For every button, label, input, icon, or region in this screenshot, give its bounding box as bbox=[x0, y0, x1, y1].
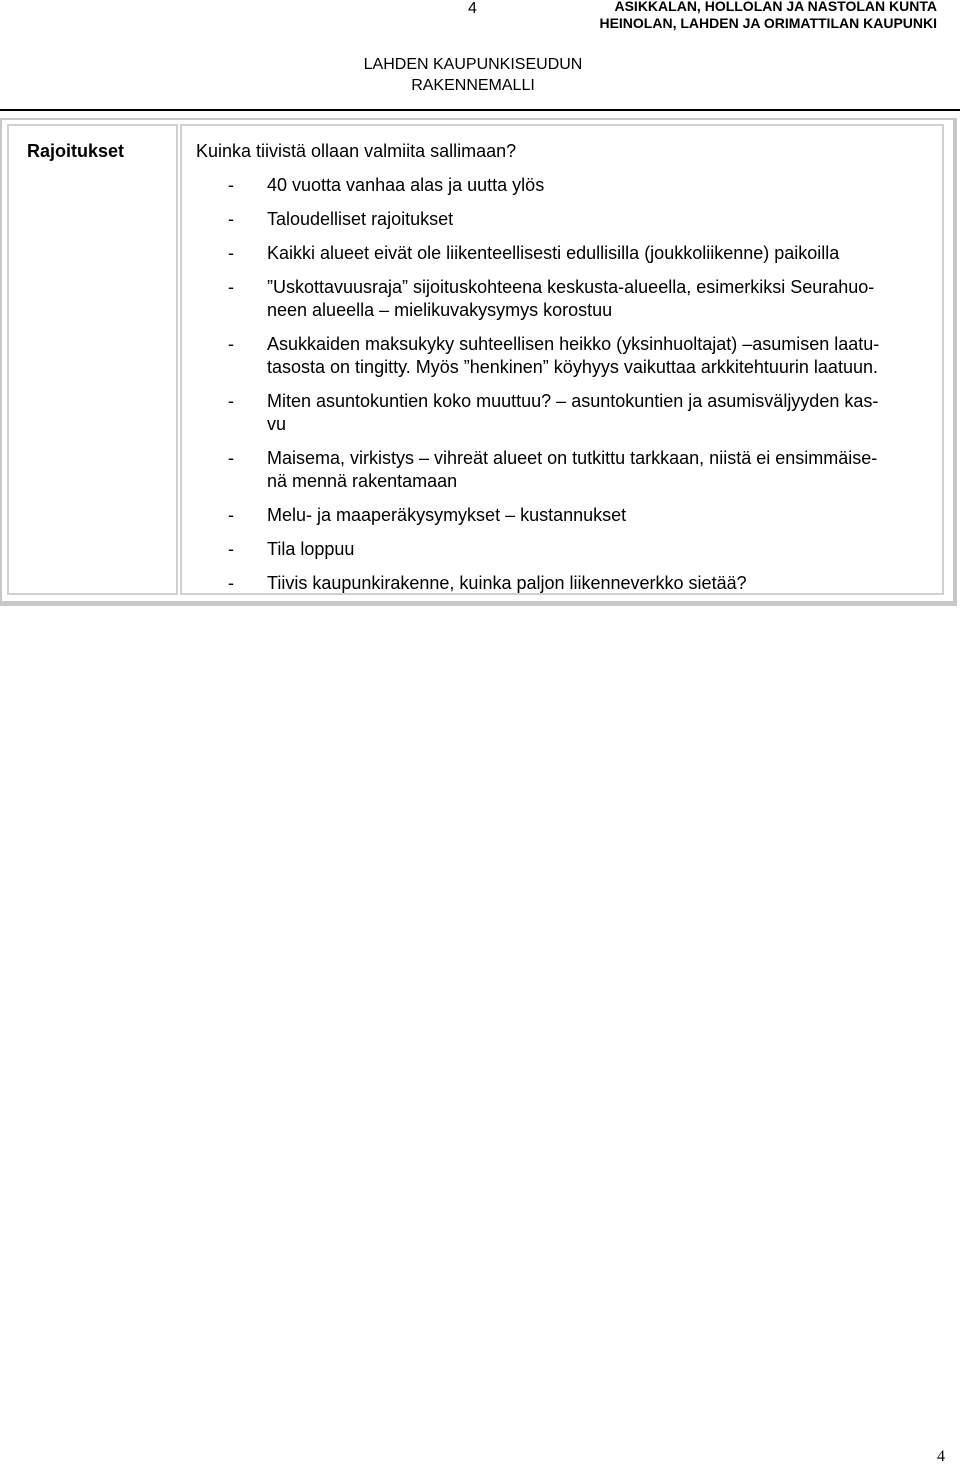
bullet-dash: - bbox=[228, 277, 234, 297]
list-item bbox=[228, 447, 928, 493]
list-item-text: tasosta on tingitty. Myös ”henkinen” köyhyys vaikuttaa arkkitehtuurin laatuun. bbox=[267, 357, 878, 377]
list-item-text: neen alueella – mielikuvakysymys korostuu bbox=[267, 300, 613, 320]
document-title-line-2: RAKENNEMALLI bbox=[411, 77, 535, 94]
page-number-bottom: 4 bbox=[937, 1448, 945, 1465]
list-item-text: Kaikki alueet eivät ole liikenteellisesti edullisilla (joukkoliikenne) paikoilla bbox=[267, 243, 840, 263]
bullet-dash: - bbox=[228, 448, 234, 468]
municipalities-header bbox=[599, 0, 937, 32]
list-item bbox=[228, 572, 928, 595]
list-item bbox=[228, 538, 928, 561]
list-item bbox=[228, 333, 928, 379]
bullet-dash: - bbox=[228, 391, 234, 411]
header-rule bbox=[0, 109, 960, 111]
list-item-text: nä mennä rakentamaan bbox=[267, 471, 458, 491]
bullet-dash: - bbox=[228, 209, 234, 229]
row-label: Rajoitukset bbox=[27, 141, 125, 161]
list-item-text: Taloudelliset rajoitukset bbox=[267, 209, 454, 229]
list-item bbox=[228, 208, 928, 231]
list-item-text: Tila loppuu bbox=[267, 539, 355, 559]
list-item bbox=[228, 242, 928, 265]
document-title bbox=[333, 54, 613, 96]
list-item-text: 40 vuotta vanhaa alas ja uutta ylös bbox=[267, 175, 545, 195]
list-item-text: Melu- ja maaperäkysymykset – kustannukset bbox=[267, 505, 627, 525]
list-item-text: Miten asuntokuntien koko muuttuu? – asuntokuntien ja asumisväljyyden kas- bbox=[267, 391, 879, 411]
list-item-text: ”Uskottavuusraja” sijoituskohteena keskusta-alueella, esimerkiksi Seurahuo- bbox=[267, 277, 875, 297]
list-item bbox=[228, 504, 928, 527]
list-item bbox=[228, 390, 928, 436]
question-text: Kuinka tiivistä ollaan valmiita sallimaan? bbox=[196, 141, 517, 161]
page-number-top: 4 bbox=[468, 0, 477, 17]
content-cell bbox=[180, 124, 944, 595]
bullet-dash: - bbox=[228, 334, 234, 354]
bullet-dash: - bbox=[228, 243, 234, 263]
list-item-text: Maisema, virkistys – vihreät alueet on tutkittu tarkkaan, niistä ei ensimmäise- bbox=[267, 448, 878, 468]
list-item-text: Tiivis kaupunkirakenne, kuinka paljon liikenneverkko sietää? bbox=[267, 573, 747, 593]
restrictions-table bbox=[0, 118, 957, 606]
list-item bbox=[228, 276, 928, 322]
list-item-text: vu bbox=[267, 414, 287, 434]
municipalities-line-1: ASIKKALAN, HOLLOLAN JA NASTOLAN KUNTA bbox=[614, 0, 937, 14]
label-cell bbox=[7, 124, 178, 595]
list-item bbox=[228, 174, 928, 197]
municipalities-line-2: HEINOLAN, LAHDEN JA ORIMATTILAN KAUPUNKI bbox=[599, 15, 937, 31]
restriction-list bbox=[228, 174, 928, 606]
bullet-dash: - bbox=[228, 175, 234, 195]
bullet-dash: - bbox=[228, 539, 234, 559]
bullet-dash: - bbox=[228, 505, 234, 525]
bullet-dash: - bbox=[228, 573, 234, 593]
document-title-line-1: LAHDEN KAUPUNKISEUDUN bbox=[363, 56, 583, 73]
list-item-text: Asukkaiden maksukyky suhteellisen heikko (yksinhuoltajat) –asumisen laatu- bbox=[267, 334, 880, 354]
